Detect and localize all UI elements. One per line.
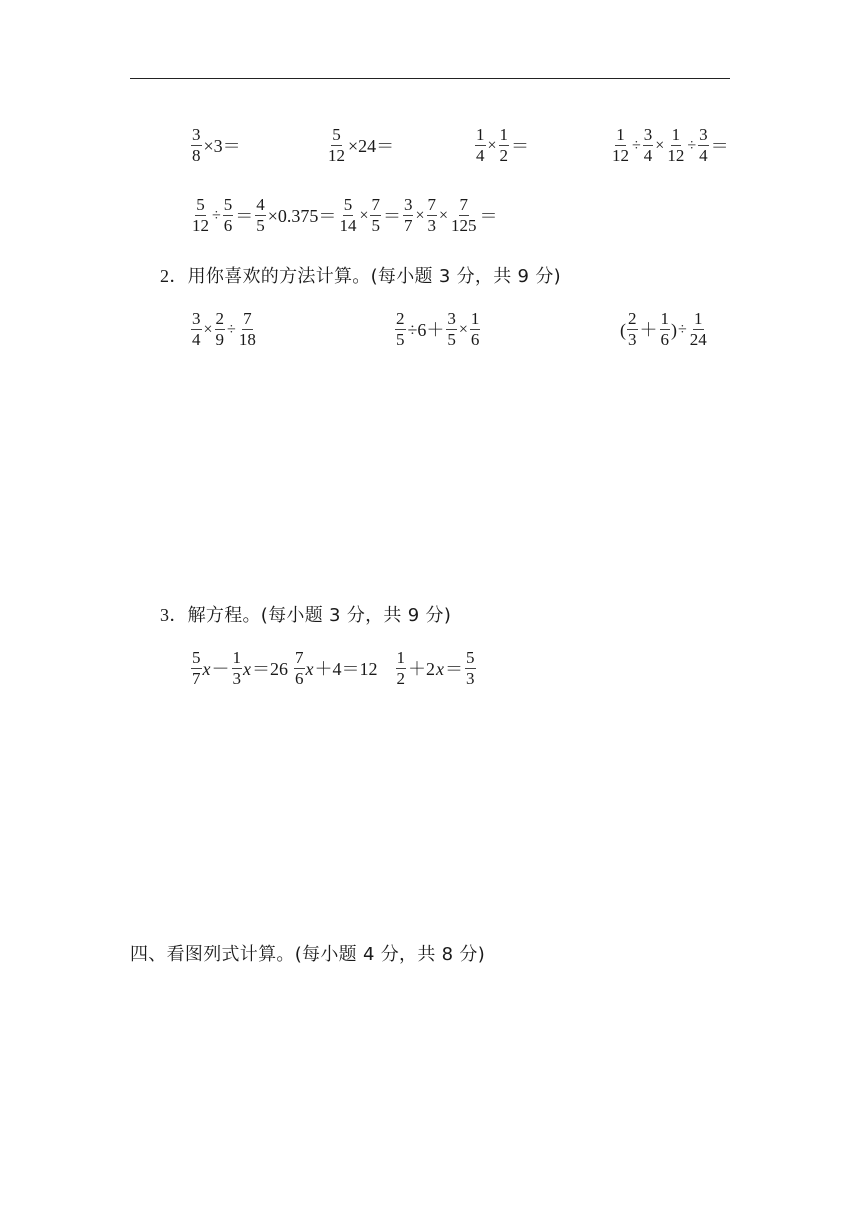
- fraction: [191, 310, 202, 349]
- fraction: [470, 310, 481, 349]
- fraction: [338, 196, 357, 235]
- fraction: [255, 196, 266, 235]
- fraction: [223, 196, 234, 235]
- denominator: 6: [470, 330, 480, 349]
- operator: ÷: [227, 320, 236, 338]
- fraction: [689, 310, 708, 349]
- numerator: 1: [499, 125, 509, 144]
- expr-1d: [610, 126, 730, 165]
- expr-q2a: [190, 310, 258, 349]
- question-text: ．用你喜欢的方法计算。(每小题 3 分，共 9 分): [169, 266, 561, 287]
- numerator: 1: [671, 125, 681, 144]
- question-3-heading: [160, 601, 451, 627]
- numerator: 5: [192, 648, 201, 667]
- denominator: 7: [192, 669, 201, 688]
- tail: ＝26: [252, 658, 288, 679]
- q2-expressions: [0, 310, 860, 354]
- fraction: [396, 649, 407, 688]
- plus: ＋: [639, 319, 658, 340]
- denominator: 5: [396, 330, 405, 349]
- numerator: 1: [616, 125, 625, 144]
- numerator: 2: [396, 309, 405, 328]
- operator: ÷: [212, 206, 221, 224]
- fraction: [666, 126, 685, 165]
- denominator: 4: [192, 330, 201, 349]
- fraction: [611, 126, 630, 165]
- numerator: 4: [256, 195, 265, 214]
- numerator: 3: [192, 309, 201, 328]
- tail: ＝: [710, 135, 729, 156]
- denominator: 7: [403, 216, 413, 235]
- fraction: [191, 196, 210, 235]
- question-text: ．解方程。(每小题 3 分，共 9 分): [169, 605, 452, 626]
- denominator: 12: [192, 216, 209, 235]
- tail: ＝: [382, 205, 401, 226]
- fraction: [191, 126, 202, 165]
- operator: ÷: [632, 136, 641, 154]
- fraction: [232, 649, 243, 688]
- tail: ＝: [511, 135, 530, 156]
- middle-text: ÷6＋: [407, 319, 445, 340]
- denominator: 4: [643, 146, 653, 165]
- tail: ＝: [235, 205, 254, 226]
- operator: ×: [359, 206, 369, 224]
- denominator: 3: [466, 669, 475, 688]
- equals: ＝: [445, 658, 463, 679]
- fraction: [446, 310, 457, 349]
- numerator: 5: [466, 648, 475, 667]
- fraction: [465, 649, 476, 688]
- tail: ×0.375＝: [267, 205, 337, 226]
- middle-text: ＋2: [408, 658, 435, 679]
- tail: ×3＝: [203, 135, 241, 156]
- numerator: 7: [243, 309, 252, 328]
- tail: ×24＝: [348, 135, 395, 156]
- denominator: 6: [660, 330, 669, 349]
- operator: ×: [415, 206, 425, 224]
- numerator: 1: [396, 648, 405, 667]
- denominator: 4: [699, 146, 708, 165]
- section-4-heading: 四、看图列式计算。(每小题 4 分，共 8 分): [130, 944, 486, 965]
- numerator: 1: [476, 125, 485, 144]
- fraction: [370, 196, 381, 235]
- calc-row-2: [190, 195, 499, 239]
- q3-equations: [190, 648, 477, 692]
- denominator: 18: [238, 330, 256, 349]
- operator: ×: [655, 136, 665, 154]
- minus: －: [211, 658, 230, 679]
- denominator: 5: [447, 330, 456, 349]
- tail: ＝: [479, 205, 498, 226]
- close-paren: ): [671, 319, 677, 340]
- numerator: 3: [403, 195, 413, 214]
- numerator: 3: [192, 125, 201, 144]
- operator: ×: [439, 206, 449, 224]
- numerator: 2: [215, 309, 225, 328]
- numerator: 3: [643, 125, 653, 144]
- fraction: [215, 310, 226, 349]
- numerator: 1: [470, 309, 480, 328]
- numerator: 5: [343, 195, 353, 214]
- denominator: 12: [612, 146, 629, 165]
- fraction: [238, 310, 257, 349]
- denominator: 9: [215, 330, 225, 349]
- fraction: [395, 310, 406, 349]
- variable: x: [243, 658, 251, 679]
- variable: x: [202, 658, 211, 679]
- fraction: [660, 310, 671, 349]
- denominator: 5: [371, 216, 380, 235]
- numerator: 2: [628, 309, 637, 328]
- fraction: [403, 196, 414, 235]
- fraction: [191, 649, 202, 688]
- top-rule: [130, 78, 730, 79]
- numerator: 7: [459, 195, 469, 214]
- fraction: [327, 126, 346, 165]
- fraction: [499, 126, 510, 165]
- fraction: [698, 126, 709, 165]
- denominator: 2: [396, 669, 405, 688]
- numerator: 3: [447, 309, 456, 328]
- denominator: 4: [476, 146, 485, 165]
- question-number: 3: [160, 605, 170, 625]
- numerator: 5: [332, 125, 341, 144]
- fraction: [427, 196, 438, 235]
- denominator: 14: [339, 216, 357, 235]
- denominator: 12: [328, 146, 345, 165]
- denominator: 8: [192, 146, 201, 165]
- expr-q2b: [394, 310, 481, 349]
- numerator: 5: [196, 195, 205, 214]
- operator: ×: [203, 320, 213, 338]
- expr-1a: [190, 126, 242, 165]
- expr-2: [190, 196, 499, 235]
- fraction: [475, 126, 486, 165]
- denominator: 12: [667, 146, 685, 165]
- denominator: 125: [451, 216, 477, 235]
- denominator: 3: [427, 216, 436, 235]
- fraction: [627, 310, 638, 349]
- denominator: 6: [295, 669, 304, 688]
- denominator: 5: [256, 216, 265, 235]
- expr-1b: [326, 126, 395, 165]
- question-2-heading: [160, 262, 561, 288]
- numerator: 7: [295, 648, 304, 667]
- expr-q2c: [620, 310, 709, 349]
- tail: ＋4＝12: [314, 658, 378, 679]
- numerator: 5: [223, 195, 233, 214]
- fraction: [643, 126, 654, 165]
- equation-list: [190, 649, 477, 688]
- numerator: 7: [427, 195, 436, 214]
- numerator: 1: [232, 648, 241, 667]
- numerator: 1: [694, 309, 703, 328]
- expr-1c: [474, 126, 530, 165]
- calc-row-1: [0, 126, 860, 170]
- open-paren: (: [620, 319, 626, 340]
- variable: x: [436, 658, 444, 679]
- denominator: 3: [232, 669, 241, 688]
- operator: ×: [458, 320, 468, 338]
- numerator: 1: [660, 309, 669, 328]
- fraction: [294, 649, 305, 688]
- numerator: 7: [371, 195, 380, 214]
- operator: ×: [487, 136, 497, 154]
- fraction: [450, 196, 478, 235]
- variable: x: [305, 658, 314, 679]
- denominator: 24: [689, 330, 707, 349]
- question-number: 2: [160, 266, 170, 286]
- operator: ÷: [678, 320, 687, 338]
- numerator: 3: [699, 125, 708, 144]
- operator: ÷: [687, 136, 697, 154]
- denominator: 3: [628, 330, 637, 349]
- denominator: 2: [499, 146, 509, 165]
- denominator: 6: [223, 216, 233, 235]
